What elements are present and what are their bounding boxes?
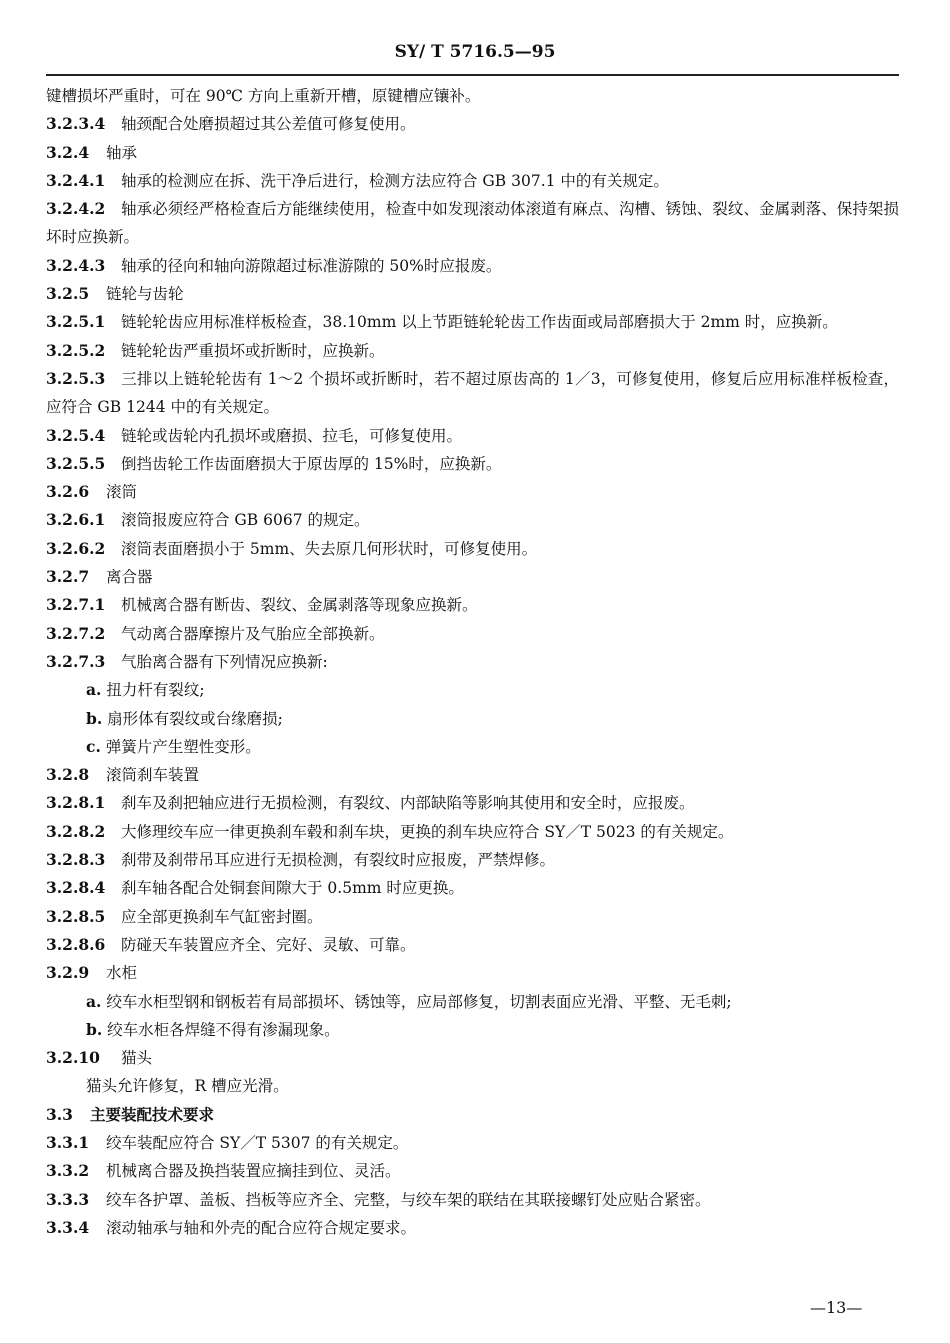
clause-text: 气动离合器摩擦片及气胎应全部换新。 (121, 624, 385, 643)
clause-text: 滚动轴承与轴和外壳的配合应符合规定要求。 (106, 1218, 417, 1237)
clause-3-2-4-3 (46, 252, 899, 280)
section-number: 3.3 (46, 1104, 73, 1124)
clause-3-2-8-4 (46, 874, 899, 902)
clause-number: 3.2.4.3 (46, 255, 106, 275)
header-rule (46, 74, 899, 76)
clause-title: 滚筒 (106, 483, 138, 502)
list-item (46, 676, 899, 704)
clause-3-2-8-2 (46, 818, 899, 846)
clause-number: 3.2.7 (46, 567, 90, 587)
clause-number: 3.2.5.2 (46, 340, 106, 360)
clause-text: 气胎离合器有下列情况应换新: (121, 652, 328, 671)
page-number: —13— (810, 1298, 863, 1317)
clause-number: 3.2.5.4 (46, 425, 106, 445)
clause-text: 刹车及刹把轴应进行无损检测，有裂纹、内部缺陷等影响其使用和安全时，应报废。 (121, 794, 695, 813)
clause-text: 三排以上链轮轮齿有 1～2 个损坏或折断时，若不超过原齿高的 1／3，可修复使用，修复后应用标准样板检查，应符合 GB 1244 中的有关规定。 (46, 369, 899, 417)
clause-3-3-4 (46, 1214, 899, 1242)
clause-number: 3.2.7.1 (46, 595, 106, 615)
clause-number: 3.3.1 (46, 1132, 90, 1152)
clause-3-2-8-6 (46, 931, 899, 959)
list-text: 扇形体有裂纹或台缘磨损; (107, 709, 283, 728)
clause-3-3-3 (46, 1186, 899, 1214)
clause-3-2-8 (46, 761, 899, 789)
clause-number: 3.2.8.1 (46, 793, 106, 813)
clause-title: 猫头 (121, 1049, 153, 1068)
list-text: 绞车水柜各焊缝不得有渗漏现象。 (107, 1020, 340, 1039)
clause-title: 轴承 (106, 143, 138, 162)
clause-3-2-5-2 (46, 337, 899, 365)
clause-number: 3.2.5.1 (46, 312, 106, 332)
clause-3-2-3-4 (46, 110, 899, 138)
list-item (46, 733, 899, 761)
clause-number: 3.3.2 (46, 1161, 90, 1181)
list-text: 扭力杆有裂纹; (106, 681, 205, 700)
clause-3-2-5-5 (46, 450, 899, 478)
clause-title: 链轮与齿轮 (106, 285, 184, 304)
clause-text: 刹带及刹带吊耳应进行无损检测，有裂纹时应报废，严禁焊修。 (121, 851, 556, 870)
clause-3-2-6 (46, 478, 899, 506)
list-item (46, 1016, 899, 1044)
text-line: 猫头允许修复，R 槽应光滑。 (86, 1077, 289, 1096)
clause-3-2-5-3 (46, 365, 899, 422)
clause-number: 3.2.7.2 (46, 623, 106, 643)
list-text: 弹簧片产生塑性变形。 (105, 737, 261, 756)
text-line: 键槽损坏严重时，可在 90℃ 方向上重新开槽，原键槽应镶补。 (46, 87, 481, 105)
section-title: 主要装配技术要求 (90, 1104, 215, 1124)
clause-text: 轴承的径向和轴向游隙超过标准游隙的 50%时应报废。 (121, 256, 502, 275)
list-marker: b. (86, 708, 103, 728)
clause-number: 3.2.10 (46, 1048, 100, 1068)
clause-3-2-8-5 (46, 903, 899, 931)
clause-title: 水柜 (106, 964, 138, 983)
clause-number: 3.2.8 (46, 765, 90, 785)
list-item (46, 705, 899, 733)
clause-number: 3.3.3 (46, 1189, 90, 1209)
document-body (46, 82, 899, 1242)
clause-number: 3.2.9 (46, 963, 90, 983)
clause-text: 绞车各护罩、盖板、挡板等应齐全、完整，与绞车架的联结在其联接螺钉处应贴合紧密。 (106, 1190, 711, 1209)
clause-number: 3.2.8.4 (46, 878, 106, 898)
clause-3-2-6-1 (46, 506, 899, 534)
list-item (46, 988, 899, 1016)
clause-3-2-7-3 (46, 648, 899, 676)
clause-text: 机械离合器有断齿、裂纹、金属剥落等现象应换新。 (121, 596, 478, 615)
clause-text: 绞车装配应符合 SY／T 5307 的有关规定。 (106, 1133, 409, 1152)
clause-text: 应全部更换刹车气缸密封圈。 (121, 907, 323, 926)
clause-text: 倒挡齿轮工作齿面磨损大于原齿厚的 15%时，应换新。 (121, 454, 502, 473)
clause-number: 3.2.8.3 (46, 850, 106, 870)
clause-text: 滚筒表面磨损小于 5mm、失去原几何形状时，可修复使用。 (121, 539, 538, 558)
clause-number: 3.2.3.4 (46, 114, 106, 134)
section-3-3 (46, 1101, 899, 1129)
list-marker: a. (86, 991, 102, 1011)
clause-3-2-5-1 (46, 308, 899, 336)
clause-3-2-4-2 (46, 195, 899, 252)
clause-text: 刹车轴各配合处铜套间隙大于 0.5mm 时应更换。 (121, 879, 464, 898)
clause-text: 链轮或齿轮内孔损坏或磨损、拉毛，可修复使用。 (121, 426, 463, 445)
clause-text: 防碰天车装置应齐全、完好、灵敏、可靠。 (121, 935, 416, 954)
clause-text: 轴承必须经严格检查后方能继续使用，检查中如发现滚动体滚道有麻点、沟槽、锈蚀、裂纹、金属剥落、保持架损坏时应换新。 (46, 200, 899, 247)
list-marker: c. (86, 736, 101, 756)
clause-number: 3.2.6 (46, 482, 90, 502)
clause-3-3-1 (46, 1129, 899, 1157)
clause-3-2-4-1 (46, 167, 899, 195)
clause-3-2-7-2 (46, 620, 899, 648)
list-marker: a. (86, 680, 102, 700)
clause-text: 大修理绞车应一律更换刹车毂和刹车块，更换的刹车块应符合 SY／T 5023 的有关规定。 (121, 822, 734, 841)
clause-3-2-8-3 (46, 846, 899, 874)
clause-3-2-8-1 (46, 789, 899, 817)
clause-number: 3.3.4 (46, 1217, 90, 1237)
clause-text: 机械离合器及换挡装置应摘挂到位、灵活。 (106, 1162, 401, 1181)
clause-3-2-4 (46, 139, 899, 167)
list-text: 绞车水柜型钢和钢板若有局部损坏、锈蚀等，应局部修复，切割表面应光滑、平整、无毛刺; (106, 992, 732, 1011)
clause-3-2-6-2 (46, 535, 899, 563)
standard-code-header: SY/ T 5716.5—95 (394, 42, 556, 62)
clause-number: 3.2.5.3 (46, 368, 106, 388)
clause-number: 3.2.4.2 (46, 199, 106, 219)
clause-number: 3.2.8.5 (46, 906, 106, 926)
clause-text: 轴颈配合处磨损超过其公差值可修复使用。 (121, 115, 416, 134)
clause-number: 3.2.5.5 (46, 453, 106, 473)
clause-title: 滚筒刹车装置 (106, 766, 200, 785)
list-marker: b. (86, 1019, 103, 1039)
clause-3-2-5 (46, 280, 899, 308)
clause-3-2-7-1 (46, 591, 899, 619)
clause-number: 3.2.8.2 (46, 821, 106, 841)
clause-text: 链轮轮齿严重损坏或折断时，应换新。 (121, 341, 385, 360)
clause-3-2-5-4 (46, 422, 899, 450)
clause-3-2-7 (46, 563, 899, 591)
clause-number: 3.2.5 (46, 284, 90, 304)
clause-text: 轴承的检测应在拆、洗干净后进行，检测方法应符合 GB 307.1 中的有关规定。 (121, 171, 669, 190)
clause-title: 离合器 (106, 568, 153, 587)
clause-3-2-9 (46, 959, 899, 987)
clause-number: 3.2.8.6 (46, 934, 106, 954)
clause-number: 3.2.6.1 (46, 510, 106, 530)
clause-text: 滚筒报废应符合 GB 6067 的规定。 (121, 511, 370, 530)
clause-number: 3.2.4.1 (46, 170, 106, 190)
clause-number: 3.2.4 (46, 142, 90, 162)
clause-text: 链轮轮齿应用标准样板检查，38.10mm 以上节距链轮轮齿工作齿面或局部磨损大于 2mm 时，应换新。 (121, 313, 838, 332)
clause-3-3-2 (46, 1157, 899, 1185)
clause-3-2-10 (46, 1044, 899, 1072)
clause-number: 3.2.6.2 (46, 538, 106, 558)
clause-number: 3.2.7.3 (46, 651, 106, 671)
